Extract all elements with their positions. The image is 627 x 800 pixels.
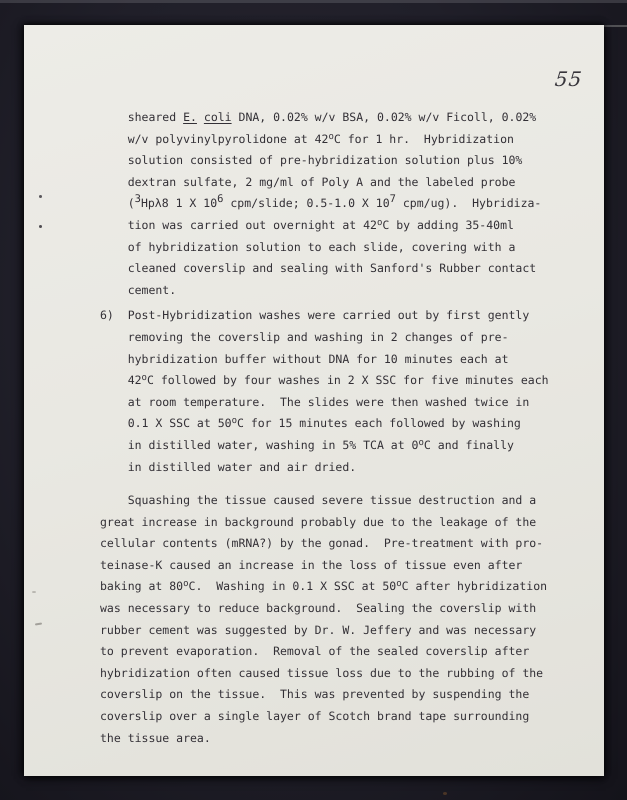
- text-line: teinase-K caused an increase in the loss of tissue even after: [100, 557, 523, 572]
- typewritten-page: [24, 25, 604, 776]
- text-line: removing the coverslip and washing in 2 changes of pre-: [100, 329, 509, 344]
- text-line: rubber cement was suggested by Dr. W. Jeffery and was necessary: [100, 622, 537, 637]
- text-line: cleaned coverslip and sealing with Sanford's Rubber contact: [100, 261, 537, 276]
- typewritten-text: [100, 107, 570, 749]
- text-line: 6) Post-Hybridization washes were carried out by first gently: [100, 308, 530, 323]
- text-line: the tissue area.: [100, 730, 211, 745]
- paragraph-discussion: [100, 490, 570, 749]
- text-line: 0.1 X SSC at 50$^o$C for 15 minutes each followed by washing: [100, 416, 521, 431]
- underlined-text: E.: [183, 110, 197, 124]
- text-line: to prevent evaporation. Removal of the sealed coverslip after: [100, 644, 530, 659]
- superscript-text: 6: [217, 193, 224, 206]
- text-line: sheared E. coli DNA, 0.02% w/v BSA, 0.02% w/v Ficoll, 0.02%: [100, 110, 537, 124]
- text-line: great increase in background probably due to the leakage of the: [100, 514, 537, 529]
- superscript-text: o: [141, 373, 147, 384]
- pencil-dash-mark: [35, 623, 42, 626]
- text-line: coverslip over a single layer of Scotch brand tape surrounding: [100, 709, 530, 724]
- paragraph-hybridization-solution: [100, 107, 570, 301]
- superscript-text: 3: [134, 193, 141, 206]
- text-line: cement.: [100, 282, 177, 297]
- text-line: baking at 80$^o$C. Washing in 0.1 X SSC at 50$^o$C after hybridization: [100, 579, 548, 594]
- superscript-text: o: [418, 437, 424, 448]
- text-line: tion was carried out overnight at 42$^o$C by adding 35-40ml: [100, 217, 514, 232]
- text-line: coverslip on the tissue. This was prevented by suspending the: [100, 687, 530, 702]
- text-line: was necessary to reduce background. Sealing the coverslip with: [100, 601, 537, 616]
- superscript-text: o: [183, 579, 189, 590]
- superscript-text: o: [396, 579, 402, 590]
- text-line: hybridization often caused tissue loss due to the rubbing of the: [100, 665, 544, 680]
- margin-dot-mark: [39, 225, 42, 228]
- underlined-text: coli: [203, 110, 232, 124]
- text-line: Squashing the tissue caused severe tissue destruction and a: [100, 493, 537, 508]
- superscript-text: o: [376, 217, 383, 228]
- text-line: hybridization buffer without DNA for 10 minutes each at: [100, 351, 509, 366]
- superscript-text: o: [328, 131, 334, 142]
- margin-dot-mark: [39, 195, 42, 198]
- text-line: solution consisted of pre-hybridization solution plus 10%: [100, 153, 523, 168]
- text-line: in distilled water, washing in 5% TCA at 0$^o$C and finally: [100, 437, 514, 452]
- superscript-text: o: [231, 416, 237, 427]
- text-line: (3Hpλ8 1 X 106 cpm/slide; 0.5-1.0 X 107 cpm/ug). Hybridiza-: [100, 193, 542, 211]
- scanner-debris-speck: [443, 792, 447, 795]
- text-line: w/v polyvinylpyrolidone at 42$^o$C for 1 hr. Hybridization: [100, 131, 514, 146]
- margin-smudge: [32, 591, 36, 593]
- scanner-top-edge-sheen: [0, 0, 627, 3]
- text-line: in distilled water and air dried.: [100, 459, 357, 474]
- superscript-text: 7: [389, 193, 396, 206]
- page-number: 55: [553, 67, 584, 91]
- list-item-6-post-hybridization-washes: [100, 305, 570, 478]
- text-line: cellular contents (mRNA?) by the gonad. Pre-treatment with pro-: [100, 536, 544, 551]
- text-line: 42$^o$C followed by four washes in 2 X SSC for five minutes each: [100, 373, 549, 388]
- text-line: at room temperature. The slides were then washed twice in: [100, 394, 530, 409]
- text-line: dextran sulfate, 2 mg/ml of Poly A and the labeled probe: [100, 174, 516, 189]
- text-line: of hybridization solution to each slide, covering with a: [100, 239, 516, 254]
